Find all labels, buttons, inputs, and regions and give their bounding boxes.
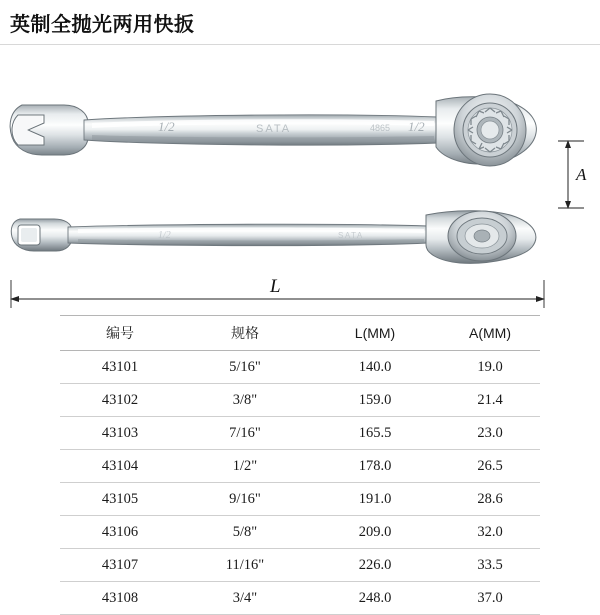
column-header-size: 规格 <box>180 316 310 351</box>
table-row <box>60 417 540 450</box>
cell-length: 165.5 <box>310 417 440 450</box>
page-title: 英制全抛光两用快扳 <box>10 14 195 36</box>
column-header-code: 编号 <box>60 316 180 351</box>
cell-code: 43108 <box>60 582 180 615</box>
cell-size: 9/16" <box>180 483 310 516</box>
column-header-width: A(MM) <box>440 316 540 351</box>
cell-code: 43107 <box>60 549 180 582</box>
cell-width: 21.4 <box>440 384 540 417</box>
cell-code: 43106 <box>60 516 180 549</box>
cell-size: 3/4" <box>180 582 310 615</box>
wrench-side-view <box>8 207 541 267</box>
cell-code: 43104 <box>60 450 180 483</box>
table-row <box>60 582 540 615</box>
cell-width: 23.0 <box>440 417 540 450</box>
specification-table <box>60 315 540 615</box>
cell-size: 11/16" <box>180 549 310 582</box>
column-header-length: L(MM) <box>310 316 440 351</box>
cell-width: 26.5 <box>440 450 540 483</box>
cell-size: 5/16" <box>180 351 310 384</box>
cell-width: 37.0 <box>440 582 540 615</box>
cell-length: 248.0 <box>310 582 440 615</box>
cell-size: 1/2" <box>180 450 310 483</box>
dimension-l <box>8 274 548 314</box>
product-illustration <box>0 52 600 302</box>
table-row <box>60 549 540 582</box>
cell-code: 43102 <box>60 384 180 417</box>
wrench-front-view <box>8 85 541 175</box>
cell-length: 140.0 <box>310 351 440 384</box>
title-divider <box>0 44 600 45</box>
engraving-size-right: 1/2 <box>408 119 425 134</box>
engraving-brand: SATA <box>256 123 292 135</box>
cell-size: 7/16" <box>180 417 310 450</box>
cell-width: 19.0 <box>440 351 540 384</box>
cell-width: 33.5 <box>440 549 540 582</box>
cell-code: 43101 <box>60 351 180 384</box>
table-header-row <box>60 316 540 351</box>
table-row <box>60 516 540 549</box>
table-row <box>60 483 540 516</box>
engraving-size-left: 1/2 <box>158 119 175 134</box>
dimension-a-label: A <box>576 165 587 184</box>
cell-length: 159.0 <box>310 384 440 417</box>
table-row <box>60 351 540 384</box>
cell-length: 209.0 <box>310 516 440 549</box>
cell-length: 226.0 <box>310 549 440 582</box>
dimension-l-label: L <box>270 276 281 297</box>
cell-length: 178.0 <box>310 450 440 483</box>
cell-code: 43105 <box>60 483 180 516</box>
cell-code: 43103 <box>60 417 180 450</box>
table-row <box>60 384 540 417</box>
cell-width: 32.0 <box>440 516 540 549</box>
cell-width: 28.6 <box>440 483 540 516</box>
engraving-size-side: 1/2 <box>158 230 171 241</box>
table-row <box>60 450 540 483</box>
engraving-brand-side: SATA <box>338 231 364 240</box>
cell-size: 5/8" <box>180 516 310 549</box>
dimension-a <box>558 137 592 212</box>
cell-size: 3/8" <box>180 384 310 417</box>
cell-length: 191.0 <box>310 483 440 516</box>
engraving-mark: 4865 <box>370 123 391 133</box>
